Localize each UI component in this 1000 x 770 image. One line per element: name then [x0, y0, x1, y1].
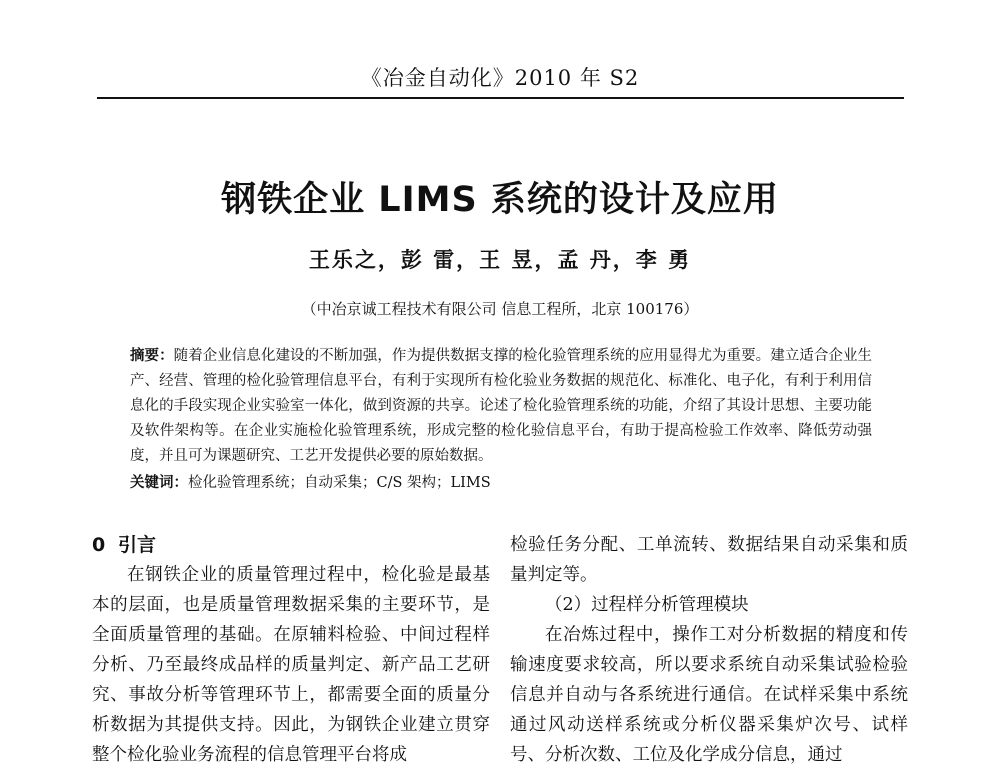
author-list: 王乐之，彭 雷，王 昱，孟 丹，李 勇: [308, 247, 692, 272]
left-column: [92, 530, 490, 770]
intro-paragraph: 在钢铁企业的质量管理过程中，检化验是最基本的层面，也是质量管理数据采集的主要环节，是全面质量管理的基础。在原辅料检验、中间过程样分析、乃至最终成品样的质量判定、新产品工艺研究、事故分析等管理环节上，都需要全面的质量分析数据为其提供支持。因此，为钢铁企业建立贯穿整个检化验业务流程的信息管理平台将成: [92, 565, 490, 765]
keywords-text: 检化验管理系统；自动采集；C/S 架构；LIMS: [188, 475, 491, 491]
section-heading: [92, 530, 490, 560]
journal-header: 《冶金自动化》2010 年 S2: [360, 66, 640, 90]
abstract-text: 随着企业信息化建设的不断加强，作为提供数据支撑的检化验管理系统的应用显得尤为重要。建立适合企业生产、经营、管理的检化验管理信息平台，有利于实现所有检化验业务数据的规范化、标准化、电子化，有利于利用信息化的手段实现企业实验室一体化，做到资源的共享。论述了检化验管理系统的功能，介绍了其设计思想、主要功能及软件架构等。在企业实施检化验管理系统，形成完整的检化验信息平台，有助于提高检验工作效率、降低劳动强度，并且可为课题研究、工艺开发提供必要的原始数据。: [130, 348, 873, 464]
section-number: 0: [92, 534, 106, 556]
keywords: [130, 470, 872, 496]
keywords-label: 关键词：: [130, 474, 188, 491]
abstract-label: 摘要：: [130, 347, 174, 364]
abstract: [130, 343, 872, 469]
module-subheading: （2）过程样分析管理模块: [545, 595, 749, 615]
section-title: 引言: [118, 534, 157, 556]
affiliation: （中冶京诚工程技术有限公司 信息工程所，北京 100176）: [301, 300, 699, 318]
paper-title: 钢铁企业 LIMS 系统的设计及应用: [221, 180, 779, 220]
right-column: [510, 530, 908, 770]
continued-paragraph: 检验任务分配、工单流转、数据结果自动采集和质量判定等。: [510, 535, 908, 585]
header-rule: [97, 97, 904, 99]
module-paragraph: 在冶炼过程中，操作工对分析数据的精度和传输速度要求较高，所以要求系统自动采集试验检验信息并自动与各系统进行通信。在试样采集中系统通过风动送样系统或分析仪器采集炉次号、试样号、分析次数、工位及化学成分信息，通过: [510, 625, 908, 765]
